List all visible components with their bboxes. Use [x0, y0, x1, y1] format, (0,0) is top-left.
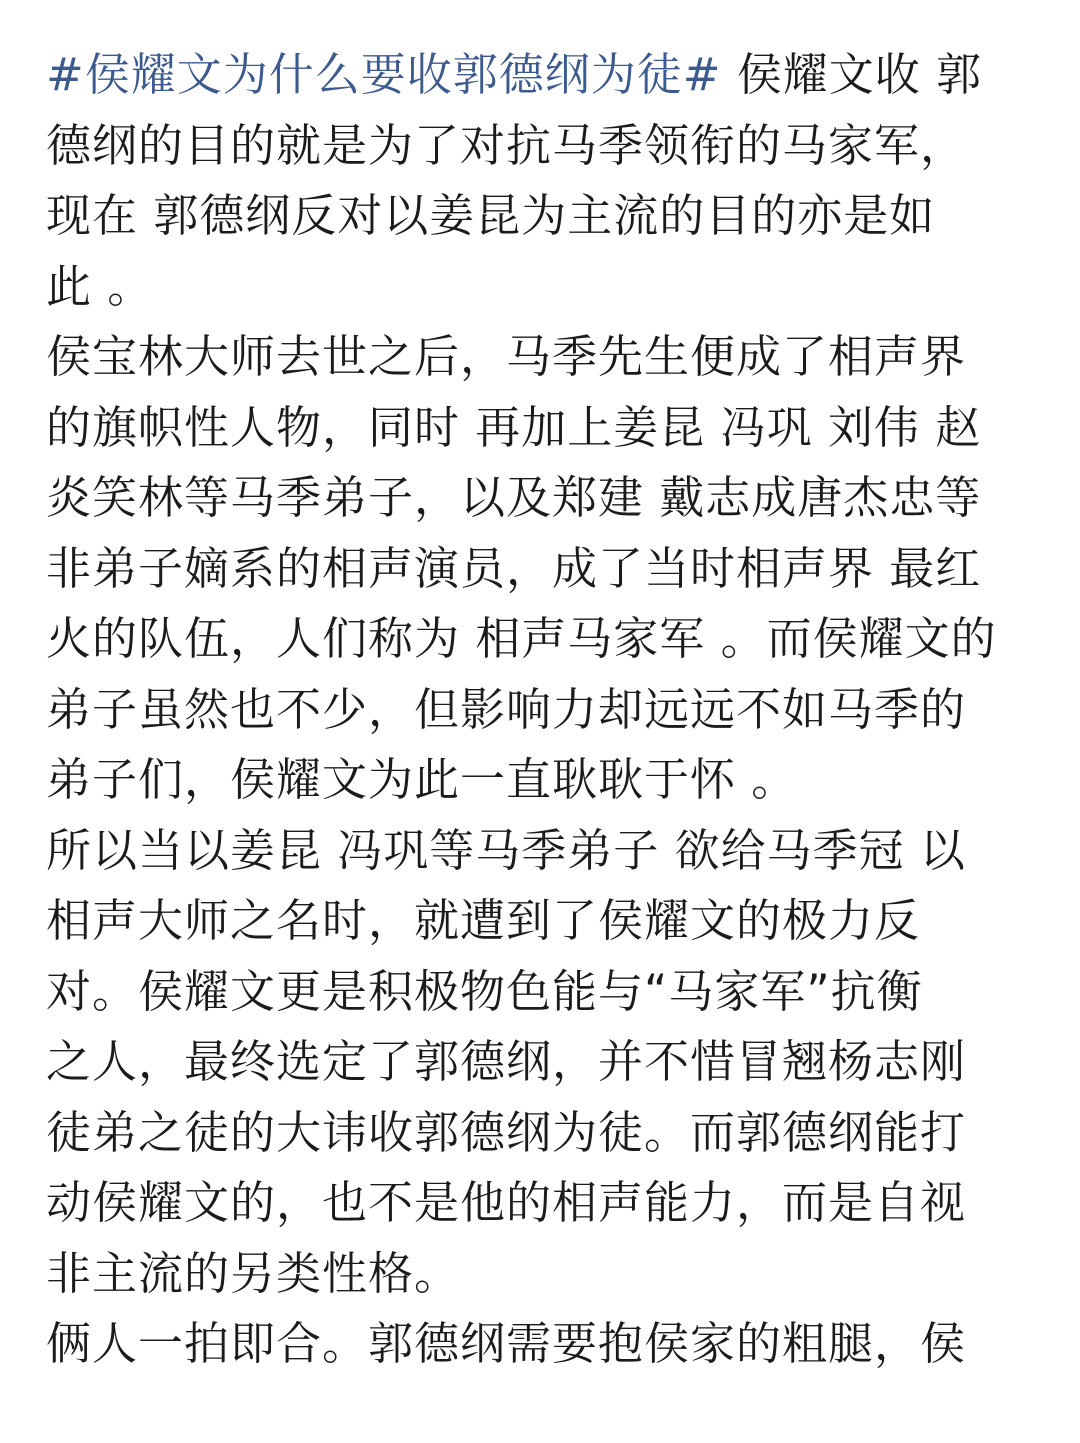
text-line-7: 炎笑林等马季弟子，以及郑建 戴志成唐杰忠等 [46, 471, 982, 524]
text-line-17: 动侯耀文的，也不是他的相声能力，而是自视 [46, 1176, 967, 1229]
text-line-9: 火的队伍，人们称为 相声马家军 。而侯耀文的 [46, 612, 997, 665]
text-line-13: 相声大师之名时，就遭到了侯耀文的极力反 [46, 894, 921, 947]
text-line-6: 的旗帜性人物，同时 再加上姜昆 冯巩 刘伟 赵 [46, 400, 982, 454]
text-line-19: 俩人一拍即合。郭德纲需要抱侯家的粗腿，侯 [46, 1317, 967, 1370]
text-line-1-content: 侯耀文收 郭 [721, 48, 983, 101]
topic-hashtag-link[interactable]: #侯耀文为什么要收郭德纲为徒# [46, 48, 722, 101]
text-line-14: 对。侯耀文更是积极物色能与“马家军”抗衡 [46, 964, 923, 1018]
text-line-8: 非弟子嫡系的相声演员，成了当时相声界 最红 [46, 541, 982, 595]
post-body [46, 40, 1046, 1380]
text-line-2: 德纲的目的就是为了对抗马季领衔的马家军， [46, 118, 967, 172]
text-line-10: 弟子虽然也不少，但影响力却远远不如马季的 [46, 682, 967, 736]
text-line-1 [46, 40, 1046, 111]
text-line-18: 非主流的另类性格。 [46, 1246, 461, 1300]
text-line-12: 所以当以姜昆 冯巩等马季弟子 欲给马季冠 以 [46, 823, 966, 877]
text-line-3: 现在 郭德纲反对以姜昆为主流的目的亦是如 [46, 189, 936, 242]
bottom-cutoff-edge [0, 1428, 1080, 1443]
text-line-4: 此 。 [46, 259, 154, 313]
text-line-16: 徒弟之徒的大讳收郭德纲为徒。而郭德纲能打 [46, 1105, 967, 1159]
text-line-5: 侯宝林大师去世之后，马季先生便成了相声界 [46, 330, 967, 383]
text-line-15: 之人，最终选定了郭德纲，并不惜冒翘杨志刚 [46, 1035, 967, 1088]
text-line-11: 弟子们，侯耀文为此一直耿耿于怀 。 [46, 753, 798, 806]
